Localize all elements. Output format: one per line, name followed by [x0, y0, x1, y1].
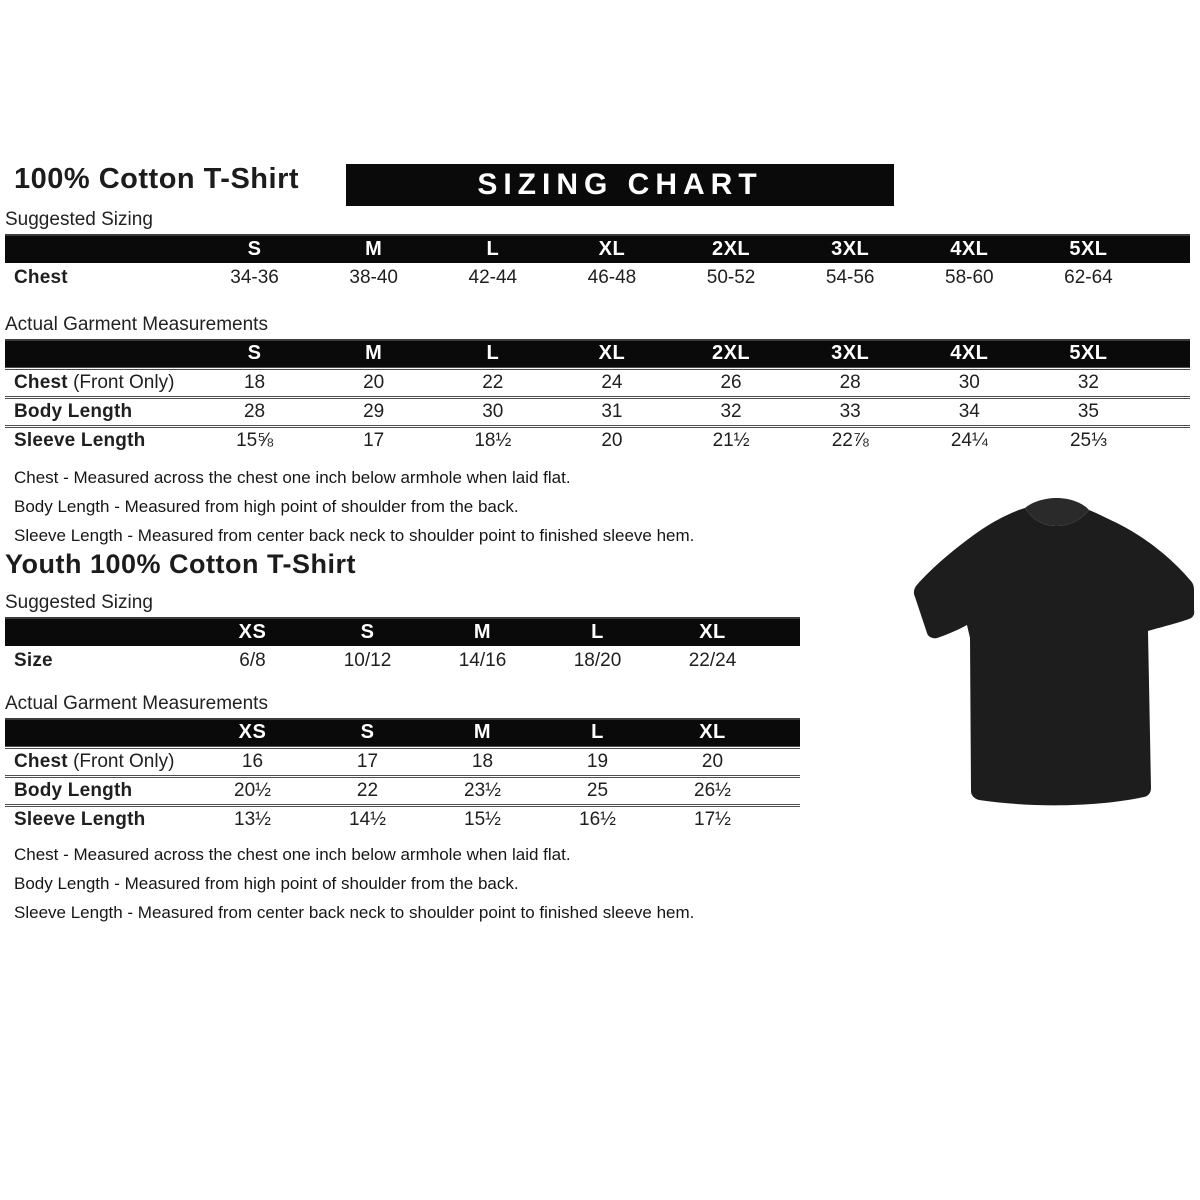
sizing-chart-banner: SIZING CHART — [346, 164, 894, 206]
cell-value: 24¼ — [910, 426, 1029, 455]
column-header: L — [433, 341, 552, 368]
cell-value: 20 — [655, 747, 770, 776]
row-label: Chest — [14, 266, 68, 288]
cell-value: 58-60 — [945, 266, 994, 288]
table-row — [5, 397, 1190, 426]
cell-filler — [770, 805, 800, 834]
column-header: 5XL — [1029, 236, 1148, 263]
cell-value: 22 — [310, 776, 425, 805]
column-header: 4XL — [910, 341, 1029, 368]
row-label: Sleeve Length — [5, 805, 195, 834]
cell-value: 15⅝ — [195, 426, 314, 455]
cell-value: 34-36 — [230, 266, 279, 288]
cell-value: 62-64 — [1064, 266, 1113, 288]
adult-actual-measurements-table — [5, 341, 1190, 455]
cell-value: 14½ — [310, 805, 425, 834]
youth-title: Youth 100% Cotton T-Shirt — [5, 549, 356, 579]
cell-value: 32 — [672, 397, 791, 426]
cell-value: 14/16 — [458, 649, 507, 671]
table-row — [5, 368, 1190, 397]
column-header: S — [195, 341, 314, 368]
column-header: L — [540, 619, 655, 646]
column-header: M — [425, 720, 540, 747]
cell-value: 22/24 — [688, 649, 737, 671]
cell-value: 17 — [310, 747, 425, 776]
cell-value: 21½ — [672, 426, 791, 455]
column-header: XL — [655, 619, 770, 646]
column-header: M — [314, 341, 433, 368]
column-header: XS — [195, 619, 310, 646]
note-chest: Chest - Measured across the chest one inch below armhole when laid flat. — [14, 845, 571, 864]
column-header: 3XL — [791, 236, 910, 263]
note-body-length: Body Length - Measured from high point of shoulder from the back. — [14, 497, 519, 516]
column-header — [5, 720, 195, 747]
header-filler — [770, 619, 800, 646]
cell-filler — [1148, 368, 1190, 397]
row-label: Body Length — [5, 397, 195, 426]
youth-actual-measurements-table — [5, 720, 800, 834]
table-row — [5, 805, 800, 834]
cell-filler — [1148, 263, 1190, 292]
adult-suggested-sizing-table — [5, 236, 1190, 292]
column-header: L — [433, 236, 552, 263]
youth-measurement-notes — [14, 840, 694, 927]
column-header: S — [195, 236, 314, 263]
column-header: 2XL — [672, 236, 791, 263]
youth-suggested-sizing-label: Suggested Sizing — [5, 592, 800, 619]
column-header: L — [540, 720, 655, 747]
cell-value: 32 — [1029, 368, 1148, 397]
cell-value: 42-44 — [468, 266, 518, 288]
row-label: Body Length — [5, 776, 195, 805]
cell-value: 33 — [791, 397, 910, 426]
column-header — [5, 619, 195, 646]
adult-suggested-sizing-label: Suggested Sizing — [5, 209, 1190, 236]
cell-value: 16½ — [540, 805, 655, 834]
cell-value: 54-56 — [825, 266, 875, 288]
table-row — [5, 263, 1190, 292]
cell-value: 38-40 — [349, 266, 398, 288]
header-row — [5, 236, 1190, 263]
row-label: Chest (Front Only) — [5, 747, 195, 776]
table-row — [5, 646, 800, 675]
table-row — [5, 776, 800, 805]
cell-value: 28 — [791, 368, 910, 397]
cell-value: 28 — [195, 397, 314, 426]
tshirt-image — [893, 478, 1195, 814]
adult-actual-measurements-label: Actual Garment Measurements — [5, 314, 1190, 341]
cell-filler — [770, 747, 800, 776]
cell-value: 35 — [1029, 397, 1148, 426]
note-sleeve-length: Sleeve Length - Measured from center back neck to shoulder point to finished sleeve hem. — [14, 526, 695, 545]
header-row — [5, 619, 800, 646]
page-title: 100% Cotton T-Shirt — [14, 163, 300, 195]
column-header: M — [314, 236, 433, 263]
column-header: S — [310, 619, 425, 646]
cell-value: 15½ — [425, 805, 540, 834]
row-label: Size — [14, 649, 53, 671]
column-header: XS — [195, 720, 310, 747]
row-label: Sleeve Length — [5, 426, 195, 455]
column-header — [5, 236, 195, 263]
cell-value: 6/8 — [239, 649, 266, 671]
table-row — [5, 747, 800, 776]
cell-value: 46-48 — [587, 266, 637, 288]
header-filler — [770, 720, 800, 747]
cell-value: 25⅓ — [1029, 426, 1148, 455]
adult-measurement-notes — [14, 463, 694, 550]
column-header: 3XL — [791, 341, 910, 368]
header-filler — [1148, 341, 1190, 368]
cell-value: 31 — [552, 397, 671, 426]
youth-suggested-sizing-table — [5, 619, 800, 675]
cell-value: 30 — [433, 397, 552, 426]
cell-value: 18 — [195, 368, 314, 397]
column-header: 4XL — [910, 236, 1029, 263]
column-header — [5, 341, 195, 368]
tshirt-body — [914, 508, 1194, 805]
cell-value: 26½ — [655, 776, 770, 805]
cell-filler — [770, 776, 800, 805]
cell-value: 26 — [672, 368, 791, 397]
cell-value: 18/20 — [573, 649, 622, 671]
note-sleeve-length: Sleeve Length - Measured from center back neck to shoulder point to finished sleeve hem. — [14, 903, 695, 922]
cell-value: 13½ — [195, 805, 310, 834]
column-header: XL — [655, 720, 770, 747]
cell-value: 20½ — [195, 776, 310, 805]
cell-value: 22 — [433, 368, 552, 397]
column-header: S — [310, 720, 425, 747]
column-header: 2XL — [672, 341, 791, 368]
header-filler — [1148, 236, 1190, 263]
note-body-length: Body Length - Measured from high point of shoulder from the back. — [14, 874, 519, 893]
cell-value: 34 — [910, 397, 1029, 426]
cell-value: 24 — [552, 368, 671, 397]
cell-value: 20 — [552, 426, 671, 455]
youth-actual-measurements-label: Actual Garment Measurements — [5, 693, 800, 720]
cell-value: 17 — [314, 426, 433, 455]
cell-value: 50-52 — [706, 266, 756, 288]
table-row — [5, 426, 1190, 455]
cell-value: 30 — [910, 368, 1029, 397]
cell-value: 19 — [540, 747, 655, 776]
cell-value: 29 — [314, 397, 433, 426]
cell-value: 18 — [425, 747, 540, 776]
cell-value: 18½ — [433, 426, 552, 455]
header-row — [5, 720, 800, 747]
cell-filler — [1148, 426, 1190, 455]
column-header: XL — [552, 341, 671, 368]
cell-filler — [1148, 397, 1190, 426]
cell-value: 23½ — [425, 776, 540, 805]
cell-value: 22⅞ — [791, 426, 910, 455]
cell-value: 25 — [540, 776, 655, 805]
cell-value: 16 — [195, 747, 310, 776]
note-chest: Chest - Measured across the chest one inch below armhole when laid flat. — [14, 468, 571, 487]
header-row — [5, 341, 1190, 368]
cell-value: 17½ — [655, 805, 770, 834]
column-header: XL — [552, 236, 671, 263]
row-label: Chest (Front Only) — [5, 368, 195, 397]
column-header: M — [425, 619, 540, 646]
cell-value: 20 — [314, 368, 433, 397]
cell-value: 10/12 — [343, 649, 392, 671]
cell-filler — [770, 646, 800, 675]
column-header: 5XL — [1029, 341, 1148, 368]
